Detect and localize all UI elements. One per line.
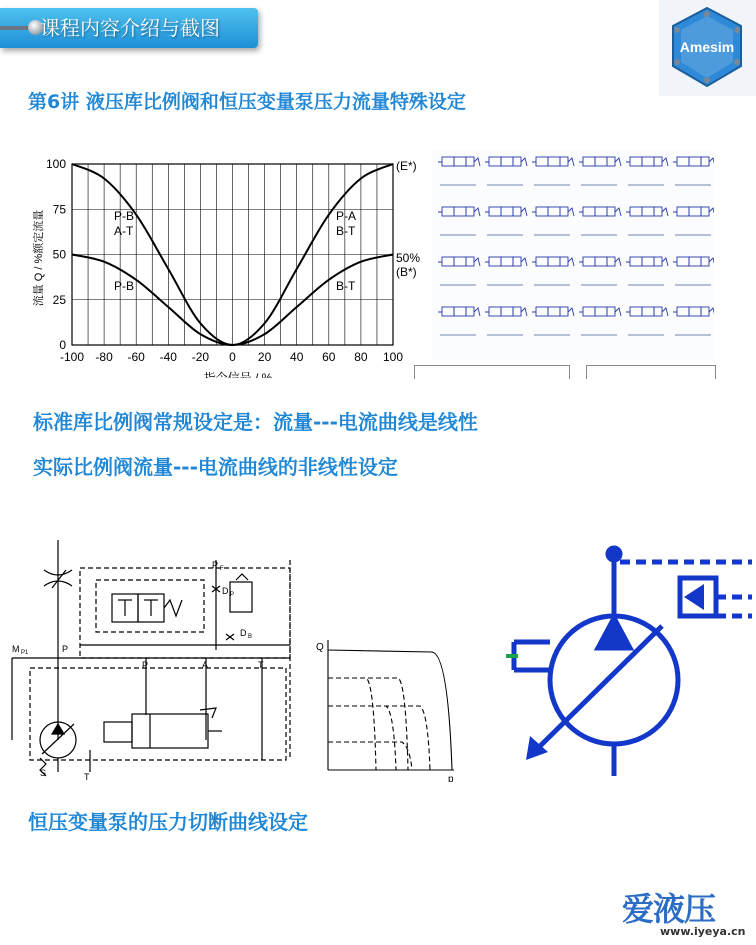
valve-cell <box>689 157 701 166</box>
svg-text:F: F <box>220 566 224 572</box>
chart-x-label: 指令信号 / % <box>203 371 273 378</box>
lesson-title: 第6讲 液压库比例阀和恒压变量泵压力流量特殊设定 <box>28 91 466 113</box>
cutoff-title: 恒压变量泵的压力切断曲线设定 <box>28 810 308 834</box>
valve-cell <box>489 207 501 216</box>
x-tick-label: -100 <box>59 350 85 364</box>
variable-pump-symbol <box>484 540 756 790</box>
thumbnail-frame-2 <box>586 365 716 379</box>
y-tick-label: 100 <box>45 157 66 171</box>
y-tick-label: 50 <box>52 247 66 262</box>
valve-cell <box>560 257 568 266</box>
valve-cell <box>442 307 454 316</box>
valve-cell <box>466 307 474 316</box>
valve-cell <box>548 257 560 266</box>
valve-cell <box>642 307 654 316</box>
note-linear: 标准库比例阀常规设定是：流量---电流曲线是线性 <box>33 410 478 434</box>
svg-text:P: P <box>142 660 149 670</box>
valve-cell <box>607 307 615 316</box>
y-tick-label: 0 <box>59 338 66 352</box>
valve-cell <box>513 307 521 316</box>
valve-cell <box>513 157 521 166</box>
x-tick-label: -40 <box>159 350 177 364</box>
valve-cell <box>583 307 595 316</box>
valve-cell <box>642 257 654 266</box>
svg-text:A: A <box>202 660 209 670</box>
x-tick-label: 40 <box>290 350 304 364</box>
valve-cell <box>607 257 615 266</box>
svg-text:B: B <box>248 634 253 640</box>
valve-cell <box>454 307 466 316</box>
annot-pa: P-A <box>336 209 357 223</box>
x-tick-label: 20 <box>257 350 272 364</box>
valve-cell <box>489 257 501 266</box>
valve-cell <box>677 307 689 316</box>
annot-bt-1: B-T <box>336 224 356 238</box>
valve-spring <box>673 208 714 216</box>
valve-spring <box>673 158 714 166</box>
valve-cell <box>583 157 595 166</box>
valve-cell <box>607 157 615 166</box>
valve-cell <box>442 157 454 166</box>
valve-cell <box>560 157 568 166</box>
valve-cell <box>548 157 560 166</box>
valve-cell <box>442 207 454 216</box>
amesim-logo <box>659 0 756 96</box>
y-tick-label: 25 <box>52 292 66 307</box>
svg-text:T: T <box>258 660 264 670</box>
chart-y-label: 流量 Q / %额定流量 <box>33 209 45 307</box>
svg-text:P: P <box>62 644 69 654</box>
pump-control-circuit <box>0 540 300 782</box>
note-nonlinear: 实际比例阀流量---电流曲线的非线性设定 <box>33 455 398 479</box>
annot-e: (E*) <box>396 159 417 173</box>
valve-cell <box>642 207 654 216</box>
pq-y-label: Q <box>316 642 324 653</box>
valve-cell <box>466 257 474 266</box>
x-tick-label: -20 <box>191 350 210 364</box>
svg-text:M: M <box>12 644 20 654</box>
valve-cell <box>701 307 709 316</box>
svg-text:D: D <box>222 586 229 596</box>
annot-bt-2: B-T <box>336 279 356 293</box>
valve-cell <box>701 157 709 166</box>
pq-cutoff-chart <box>302 630 462 782</box>
valve-symbol-library <box>432 150 714 360</box>
svg-text:T: T <box>84 772 90 782</box>
valve-cell <box>489 307 501 316</box>
valve-cell <box>689 207 701 216</box>
valve-cell <box>677 157 689 166</box>
svg-text:Amesim: Amesim <box>679 39 735 55</box>
valve-cell <box>595 157 607 166</box>
svg-text:P1: P1 <box>21 650 29 656</box>
valve-cell <box>454 207 466 216</box>
chart-grid <box>72 164 393 345</box>
valve-cell <box>560 207 568 216</box>
annot-50pct: 50% <box>396 251 421 265</box>
valve-cell <box>630 257 642 266</box>
valve-cell <box>583 207 595 216</box>
y-tick-label: 75 <box>52 202 66 217</box>
brand-logo: 爱液压 <box>622 890 716 928</box>
annot-at: A-T <box>114 224 134 238</box>
flow-signal-chart <box>28 150 428 378</box>
valve-cell <box>701 207 709 216</box>
valve-cell <box>489 157 501 166</box>
valve-cell <box>536 257 548 266</box>
x-tick-label: 0 <box>229 350 236 364</box>
svg-text:P: P <box>230 592 235 598</box>
valve-cell <box>654 157 662 166</box>
x-tick-label: 60 <box>322 350 336 364</box>
valve-cell <box>548 207 560 216</box>
valve-cell <box>501 307 513 316</box>
valve-cell <box>642 157 654 166</box>
valve-cell <box>654 257 662 266</box>
valve-cell <box>454 257 466 266</box>
valve-spring <box>673 258 714 266</box>
section-title: 课程内容介绍与截图 <box>40 16 220 40</box>
annot-b: (B*) <box>396 265 417 279</box>
valve-cell <box>466 157 474 166</box>
valve-cell <box>442 257 454 266</box>
valve-cell <box>548 307 560 316</box>
valve-cell <box>595 257 607 266</box>
valve-cell <box>607 207 615 216</box>
valve-cell <box>513 207 521 216</box>
valve-cell <box>595 307 607 316</box>
valve-cell <box>454 157 466 166</box>
valve-cell <box>677 207 689 216</box>
valve-cell <box>701 257 709 266</box>
x-tick-label: -80 <box>95 350 113 364</box>
x-tick-label: 100 <box>382 350 404 364</box>
svg-text:D: D <box>240 628 247 638</box>
valve-cell <box>630 157 642 166</box>
valve-cell <box>501 257 513 266</box>
valve-cell <box>583 257 595 266</box>
valve-cell <box>595 207 607 216</box>
valve-cell <box>560 307 568 316</box>
chart-annotations <box>114 159 420 293</box>
svg-text:S: S <box>40 768 47 778</box>
valve-cell <box>466 207 474 216</box>
valve-spring <box>673 308 714 316</box>
valve-cell <box>536 157 548 166</box>
valve-cell <box>689 257 701 266</box>
valve-cell <box>536 307 548 316</box>
valve-cell <box>630 307 642 316</box>
x-tick-label: 80 <box>354 350 368 364</box>
valve-cell <box>654 207 662 216</box>
valve-cell <box>654 307 662 316</box>
x-tick-label: -60 <box>127 350 145 364</box>
pq-x-label: p <box>448 774 454 782</box>
valve-cell <box>630 207 642 216</box>
thumbnail-frame-1 <box>414 365 570 379</box>
brand-url: www.iyeya.cn <box>660 925 746 938</box>
valve-cell <box>536 207 548 216</box>
valve-cell <box>689 307 701 316</box>
valve-cell <box>501 157 513 166</box>
svg-text:P: P <box>212 560 219 570</box>
annot-pb-2: P-B <box>114 279 135 293</box>
valve-cell <box>513 257 521 266</box>
valve-cell <box>501 207 513 216</box>
annot-pb-1: P-B <box>114 209 135 223</box>
valve-cell <box>677 257 689 266</box>
